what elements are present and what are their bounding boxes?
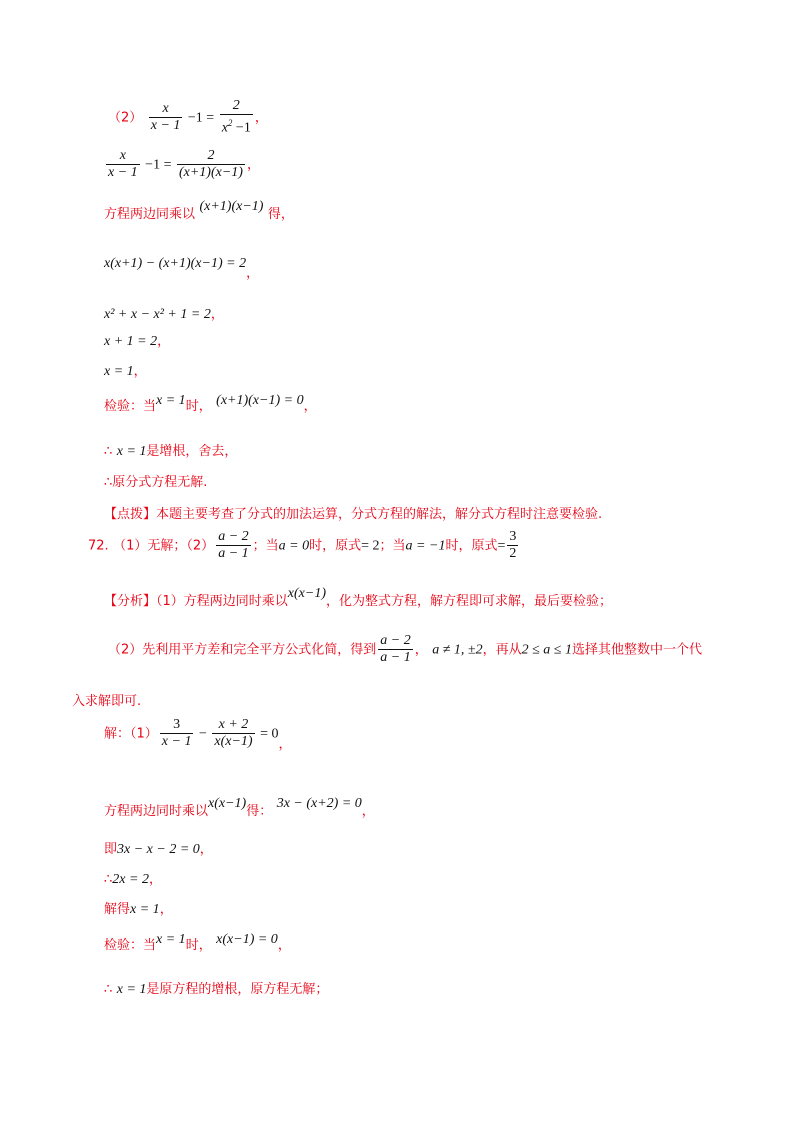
p72-conclusion: ∴ x = 1是原方程的增根，原方程无解； xyxy=(104,982,329,997)
p71-step-eq3: x + 1 = 2， xyxy=(104,334,171,349)
fraction: $\frac{2}{(x+1)(x-1)}$ xyxy=(178,148,243,180)
p71-step-eq2: x² + x − x² + 1 = 2， xyxy=(104,307,224,322)
p71-conclusion2: ∴原分式方程无解. xyxy=(104,475,208,490)
p71-conclusion1: ∴ x = 1是增根，舍去， xyxy=(104,444,238,459)
fraction: $\frac{x}{x - 1}$ xyxy=(108,148,138,180)
p71-step-eq4: x = 1， xyxy=(104,364,147,379)
p71-tip: 【点拨】本题主要考查了分式的加法运算，分式方程的解法，解分式方程时注意要检验. xyxy=(104,507,603,522)
problem-number: 72. xyxy=(88,538,109,554)
p71-multiply-step: 方程两边同乘以 (x+1)(x−1) 得， xyxy=(104,199,294,222)
fraction: $\frac{3}{x - 1}$ xyxy=(161,717,192,749)
fraction: $\frac{2}{x^2 -1}$ xyxy=(221,98,251,136)
p72-analysis1: 【分析】（1）方程两边同时乘以x(x−1)，化为整式方程，解方程即可求解，最后要检验； xyxy=(104,586,612,609)
fraction: $\frac{a - 2}{a - 1}$ xyxy=(218,529,249,561)
p71-step-eq1: x(x+1) − (x+1)(x−1) = 2， xyxy=(104,256,260,281)
p72-step1: 即3x − x − 2 = 0， xyxy=(104,842,213,857)
fraction: $\frac{3}{2}$ xyxy=(509,529,517,561)
p72-analysis2: （2）先利用平方差和完全平方公式化简，得到 $\frac{a - 2}{a - 1}$ ， a ≠ 1, ±2，再从2 ≤ a ≤ 1选择其他整数中一个代 xyxy=(108,633,702,665)
p72-analysis3: 入求解即可. xyxy=(72,694,142,709)
p72-check: 检验：当x = 1时， x(x−1) = 0， xyxy=(104,932,291,953)
p71-eq-line2: $\frac{x}{x - 1}$ −1 = $\frac{2}{(x+1)(x-1)}$ ， xyxy=(108,148,260,180)
p71-check: 检验：当x = 1时， (x+1)(x−1) = 0， xyxy=(104,393,317,414)
part-label: （2） xyxy=(108,110,143,126)
fraction: $\frac{x + 2}{x(x-1)}$ xyxy=(214,717,253,749)
p72-answer: 72. （1）无解；（2） $\frac{a - 2}{a - 1}$ ；当a = 0时，原式= 2；当a = −1时，原式= $\frac{3}{2}$ xyxy=(88,529,517,561)
fraction: $\frac{a - 2}{a - 1}$ xyxy=(380,633,411,665)
p72-step2: ∴2x = 2， xyxy=(104,872,162,887)
p72-multiply-step: 方程两边同时乘以x(x−1)得： 3x − (x+2) = 0， xyxy=(104,796,375,819)
p72-step3: 解得x = 1， xyxy=(104,902,173,917)
p72-solution-line: 解：（1） $\frac{3}{x - 1}$ − $\frac{x + 2}{x(x-1)}$ = 0， xyxy=(104,717,292,752)
fraction: $\frac{x}{x - 1}$ xyxy=(150,100,181,133)
p71-eq-line1: （2） $\frac{x}{x - 1}$ −1 = $\frac{2}{x^2 -1}$ ， xyxy=(108,98,268,136)
